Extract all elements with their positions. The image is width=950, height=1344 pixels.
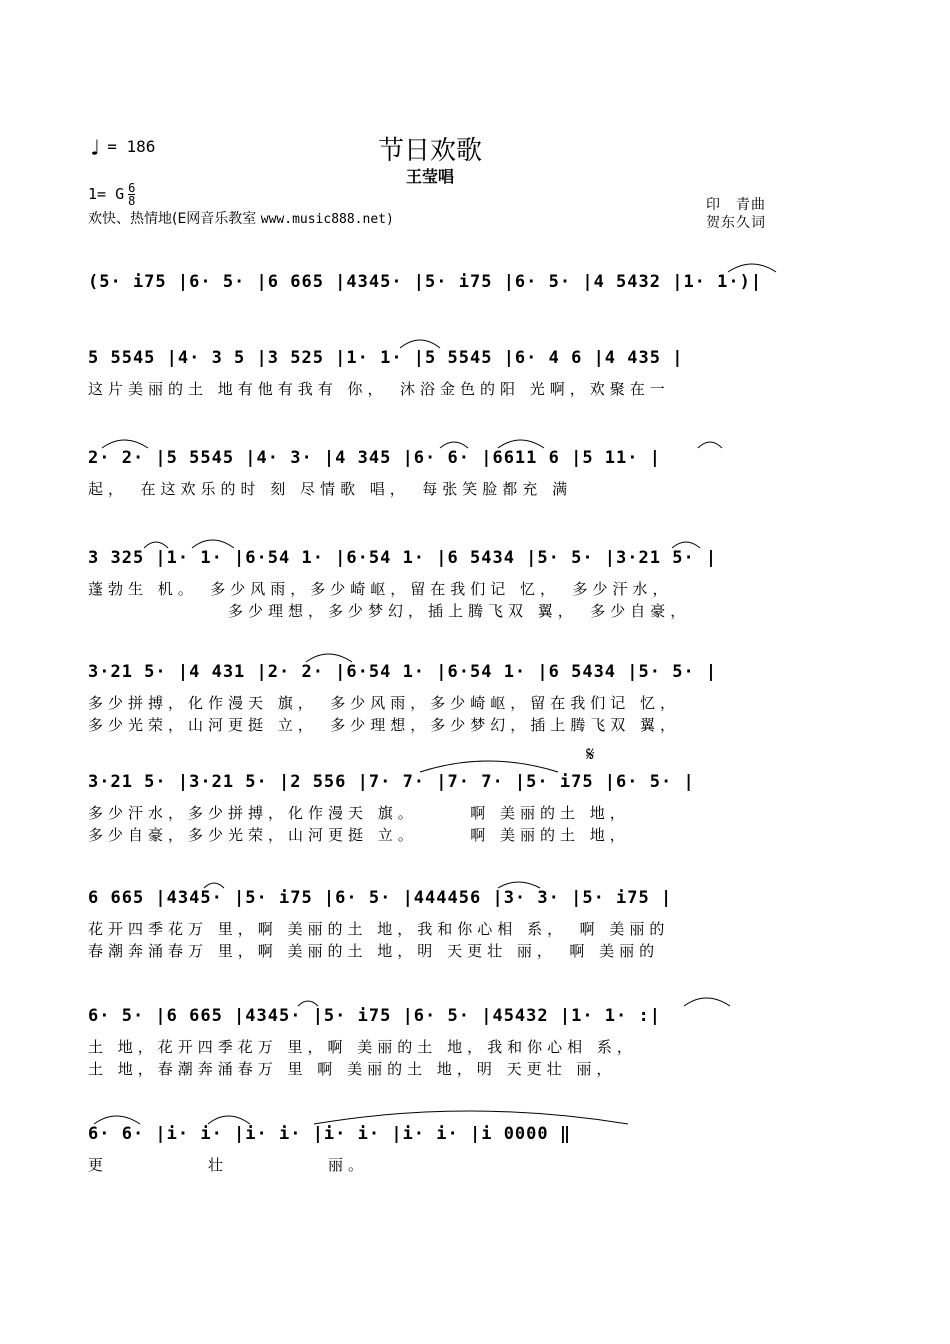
lyric-verse-1: 多少汗水，多少拼搏，化作漫天 旗。 啊 美丽的土 地， [88,804,630,822]
notation-line: 6· 6· |i· i· |i· i· |i· i· |i· i· |i 0000 ‖ [88,1124,572,1144]
site-url: www.music888.net) [260,212,394,227]
lyric-verse-1: 多少拼搏，化作漫天 旗， 多少风雨，多少崎岖，留在我们记 忆， [88,694,681,712]
lyric-verse-2: 多少光荣，山河更挺 立， 多少理想，多少梦幻，插上腾飞双 翼， [88,716,681,734]
tempo-value: = 186 [107,137,156,156]
notation-line: 3·21 5· |3·21 5· |2 556 |7· 7· |7· 7· |5· i75 |6· 5· | [88,772,695,792]
lyric-verse-2: 多少自豪，多少光荣，山河更挺 立。 啊 美丽的土 地， [88,826,630,844]
quarter-note-icon: ♩ [88,136,102,161]
time-sig-bottom: 8 [128,194,136,208]
notation-line: 3 325 |1· 1· |6·54 1· |6·54 1· |6 5434 |5· 5· |3·21 5· | [88,548,718,568]
notation-line: 3·21 5· |4 431 |2· 2· |6·54 1· |6·54 1· |6 5434 |5· 5· | [88,662,718,682]
lyricist-credit: 贺东久词 [706,215,766,231]
time-sig-top: 6 [128,181,136,195]
lyric-verse-1: 这片美丽的土 地有他有我有 你， 沐浴金色的阳 光啊，欢聚在一 [88,380,670,398]
lyric-verse-1: 起， 在这欢乐的时 刻 尽情歌 唱， 每张笑脸都充 满 [88,480,573,498]
lyric-verse-2: 多少理想，多少梦幻，插上腾飞双 翼， 多少自豪， [88,602,691,620]
lyric-verse-1: 土 地，花开四季花万 里，啊 美丽的土 地，我和你心相 系， [88,1038,637,1056]
notation-line: 5 5545 |4· 3 5 |3 525 |1· 1· |5 5545 |6· 4 6 |4 435 | [88,348,684,368]
key-label: 1= G [88,185,125,203]
time-signature [128,182,135,207]
lyric-verse-2: 春潮奔涌春万 里，啊 美丽的土 地，明 天更壮 丽， 啊 美丽的 [88,942,660,960]
style-text: 欢快、热情地(E网音乐教室 [88,211,261,227]
lyric-verse-1: 花开四季花万 里，啊 美丽的土 地，我和你心相 系， 啊 美丽的 [88,920,670,938]
composer-credit: 印 青曲 [706,197,766,213]
segno-icon: 𝄋 [586,742,595,766]
lyric-verse-1: 蓬勃生 机。 多少风雨，多少崎岖，留在我们记 忆， 多少汗水， [88,580,673,598]
notation-line: 6· 5· |6 665 |4345· |5· i75 |6· 5· |45432 |1· 1· :| [88,1006,661,1026]
lyric-verse-2: 土 地，春潮奔涌春万 里 啊 美丽的土 地，明 天更壮 丽， [88,1060,617,1078]
notation-line: 2· 2· |5 5545 |4· 3· |4 345 |6· 6· |6611 6 |5 11· | [88,448,661,468]
key-signature [88,182,135,207]
lyric-verse-1: 更 壮 丽。 [88,1156,369,1174]
page-title: 节日欢歌 [377,136,482,166]
style-indication [88,208,394,228]
singer-credit: 王莹唱 [405,167,454,186]
notation-line: 6 665 |4345· |5· i75 |6· 5· |444456 |3· 3· |5· i75 | [88,888,673,908]
notation-line: (5· i75 |6· 5· |6 665 |4345· |5· i75 |6· 5· |4 5432 |1· 1·)| [88,272,763,292]
